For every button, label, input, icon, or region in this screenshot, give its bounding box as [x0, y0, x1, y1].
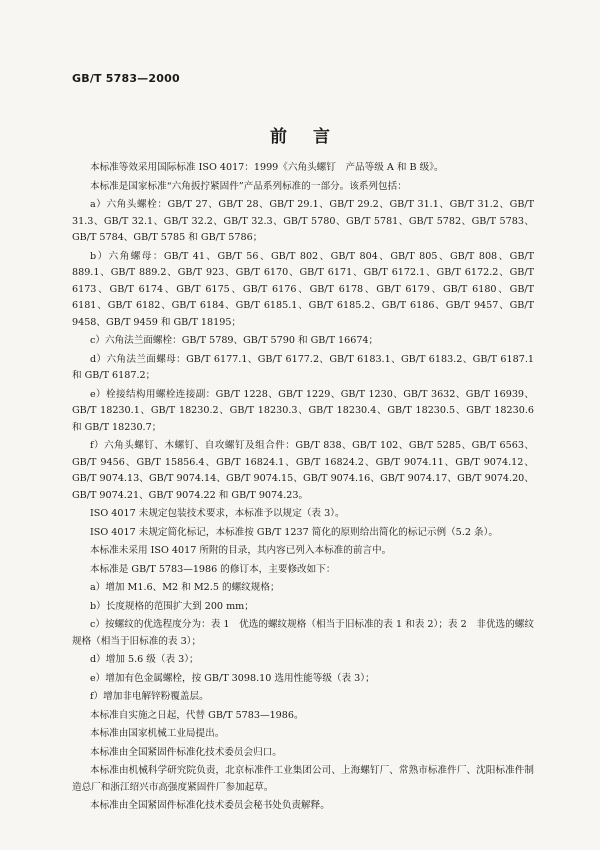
paragraph: 本标准由国家机械工业局提出。 [90, 728, 225, 739]
list-item: b）六角螺母：GB/T 41、GB/T 56、GB/T 802、GB/T 804、GB/T 805、GB/T 808、GB/T 889.1、GB/T 889.2、GB/T 923、GB/T 6170、GB/T 6171、GB/T 6172.1、GB/T 6172.2、GB/T 6173、GB/T 6174、GB/T 6175、GB/T 6176、GB/T 6178、GB/T 6179、GB/T 6180、GB/T 6181、GB/T 6182、GB/T 6184、GB/T 6185.1、GB/T 6185.2、GB/T 6186、GB/T 9457、GB/T 9458、GB/T 9459 和 GB/T 18195； [72, 250, 534, 328]
paragraph: 本标准等效采用国际标准 ISO 4017：1999《六角头螺钉 产品等级 A 和 B 级》。 [90, 162, 444, 173]
list-item: d）增加 5.6 级（表 3）； [90, 654, 199, 665]
paragraph: 本标准自实施之日起，代替 GB/T 5783—1986。 [90, 709, 304, 721]
list-item: b）长度规格的范围扩大到 200 mm； [90, 600, 254, 612]
paragraph: 本标准由机械科学研究院负责，北京标准件工业集团公司、上海螺钉厂、常熟市标准件厂、沈阳标准件制造总厂和浙江绍兴市高强度紧固件厂参加起草。 [72, 765, 534, 793]
foreword-body [72, 160, 534, 817]
paragraph: 本标准由全国紧固件标准化技术委员会归口。 [90, 746, 282, 758]
list-item: a）六角头螺栓：GB/T 27、GB/T 28、GB/T 29.1、GB/T 29.2、GB/T 31.1、GB/T 31.2、GB/T 31.3、GB/T 32.1、GB/T 32.2、GB/T 32.3、GB/T 5780、GB/T 5781、GB/T 5782、GB/T 5783、GB/T 5784、GB/T 5785 和 GB/T 5786； [72, 199, 534, 243]
list-item: c）按螺纹的优选程度分为：表 1 优选的螺纹规格（相当于旧标准的表 1 和表 2）；表 2 非优选的螺纹规格（相当于旧标准的表 3）； [72, 619, 534, 647]
list-item: d）六角法兰面螺母：GB/T 6177.1、GB/T 6177.2、GB/T 6183.1、GB/T 6183.2、GB/T 6187.1 和 GB/T 6187.2； [72, 353, 534, 381]
page-title: 前言 [270, 127, 356, 147]
list-item: a）增加 M1.6、M2 和 M2.5 的螺纹规格； [90, 582, 280, 593]
list-item: e）增加有色金属螺栓，按 GB/T 3098.10 选用性能等级（表 3）； [90, 672, 375, 684]
paragraph: ISO 4017 未规定简化标记，本标准按 GB/T 1237 简化的原则给出简化的标记示例（5.2 条）。 [90, 526, 498, 538]
list-item: f）六角头螺钉、木螺钉、自攻螺钉及组合件：GB/T 838、GB/T 102、GB/T 5285、GB/T 6563、GB/T 9456、GB/T 15856.4、GB/T 16824.1、GB/T 16824.2、GB/T 9074.11、GB/T 9074.12、GB/T 9074.13、GB/T 9074.14、GB/T 9074.15、GB/T 9074.16、GB/T 9074.17、GB/T 9074.20、GB/T 9074.21、GB/T 9074.22 和 GB/T 9074.23。 [72, 440, 534, 501]
paragraph: ISO 4017 未规定包装技术要求，本标准予以规定（表 3）。 [90, 508, 345, 519]
list-item: e）栓接结构用螺栓连接副：GB/T 1228、GB/T 1229、GB/T 1230、GB/T 3632、GB/T 16939、GB/T 18230.1、GB/T 18230.2、GB/T 18230.3、GB/T 18230.4、GB/T 18230.5、GB/T 18230.6 和 GB/T 18230.7； [72, 388, 534, 433]
paragraph: 本标准是 GB/T 5783—1986 的修订本，主要修改如下： [90, 563, 336, 575]
standard-code: GB/T 5783—2000 [72, 72, 180, 85]
list-item: c）六角法兰面螺栓：GB/T 5789、GB/T 5790 和 GB/T 16674； [90, 335, 379, 346]
paragraph: 本标准由全国紧固件标准化技术委员会秘书处负责解释。 [90, 800, 330, 811]
list-item: f）增加非电解锌粉覆盖层。 [90, 691, 209, 702]
paragraph: 本标准未采用 ISO 4017 所附的目录，其内容已列入本标准的前言中。 [90, 545, 392, 556]
paragraph: 本标准是国家标准“六角扳拧紧固件”产品系列标准的一部分。该系列包括： [90, 180, 407, 192]
